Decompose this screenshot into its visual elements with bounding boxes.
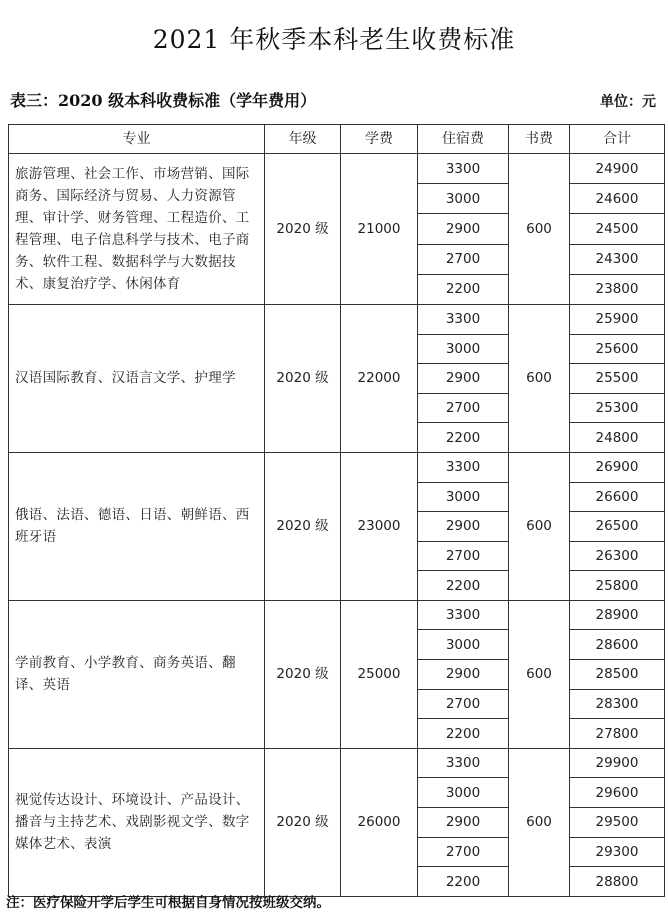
header-grade: 年级 <box>265 125 341 154</box>
tuition-cell: 25000 <box>341 600 418 748</box>
major-cell: 旅游管理、社会工作、市场营销、国际商务、国际经济与贸易、人力资源管理、审计学、财务管理、工程造价、工程管理、电子信息科学与技术、电子商务、软件工程、数据科学与大数据技术、康复治疗学、休闲体育 <box>9 154 265 305</box>
total-cell: 26600 <box>570 482 665 512</box>
table-row <box>9 600 665 630</box>
table-caption: 表三：2020 级本科收费标准（学年费用） <box>10 91 317 110</box>
page-title: 2021 年秋季本科老生收费标准 <box>152 24 516 54</box>
table-row <box>9 748 665 778</box>
tuition-cell: 26000 <box>341 748 418 896</box>
housing-cell: 2700 <box>418 689 509 719</box>
total-cell: 28800 <box>570 867 665 897</box>
table-row <box>9 154 665 184</box>
grade-cell: 2020 级 <box>265 154 341 305</box>
housing-cell: 2200 <box>418 867 509 897</box>
fee-table-body <box>9 154 665 897</box>
housing-cell: 2900 <box>418 808 509 838</box>
housing-cell: 2900 <box>418 512 509 542</box>
table-row <box>9 452 665 482</box>
total-cell: 27800 <box>570 719 665 749</box>
total-cell: 26900 <box>570 452 665 482</box>
total-cell: 28500 <box>570 660 665 690</box>
total-cell: 29300 <box>570 837 665 867</box>
total-cell: 29500 <box>570 808 665 838</box>
fee-table <box>8 124 665 897</box>
housing-cell: 3000 <box>418 184 509 214</box>
total-cell: 24500 <box>570 214 665 244</box>
housing-cell: 2200 <box>418 274 509 304</box>
housing-cell: 2700 <box>418 541 509 571</box>
major-cell: 学前教育、小学教育、商务英语、翻译、英语 <box>9 600 265 748</box>
major-cell: 汉语国际教育、汉语言文学、护理学 <box>9 304 265 452</box>
major-cell: 俄语、法语、德语、日语、朝鲜语、西班牙语 <box>9 452 265 600</box>
housing-cell: 3000 <box>418 630 509 660</box>
tuition-cell: 21000 <box>341 154 418 305</box>
header-total: 合计 <box>570 125 665 154</box>
tuition-cell: 22000 <box>341 304 418 452</box>
major-cell: 视觉传达设计、环境设计、产品设计、播音与主持艺术、戏剧影视文学、数字媒体艺术、表演 <box>9 748 265 896</box>
total-cell: 26300 <box>570 541 665 571</box>
total-cell: 25300 <box>570 393 665 423</box>
housing-cell: 2900 <box>418 660 509 690</box>
total-cell: 29600 <box>570 778 665 808</box>
header-major: 专业 <box>9 125 265 154</box>
grade-cell: 2020 级 <box>265 452 341 600</box>
housing-cell: 2200 <box>418 571 509 601</box>
header-book: 书费 <box>509 125 570 154</box>
tuition-cell: 23000 <box>341 452 418 600</box>
total-cell: 25800 <box>570 571 665 601</box>
total-cell: 24800 <box>570 423 665 453</box>
total-cell: 25600 <box>570 334 665 364</box>
total-cell: 24300 <box>570 244 665 274</box>
housing-cell: 2900 <box>418 364 509 394</box>
housing-cell: 3300 <box>418 452 509 482</box>
housing-cell: 3000 <box>418 334 509 364</box>
book-cell: 600 <box>509 600 570 748</box>
housing-cell: 3300 <box>418 154 509 184</box>
housing-cell: 3000 <box>418 778 509 808</box>
housing-cell: 3300 <box>418 304 509 334</box>
total-cell: 23800 <box>570 274 665 304</box>
housing-cell: 2900 <box>418 214 509 244</box>
total-cell: 29900 <box>570 748 665 778</box>
total-cell: 25500 <box>570 364 665 394</box>
housing-cell: 3300 <box>418 600 509 630</box>
housing-cell: 2700 <box>418 393 509 423</box>
housing-cell: 2700 <box>418 244 509 274</box>
book-cell: 600 <box>509 452 570 600</box>
book-cell: 600 <box>509 154 570 305</box>
table-header-row <box>9 125 665 154</box>
total-cell: 24600 <box>570 184 665 214</box>
housing-cell: 3000 <box>418 482 509 512</box>
header-tuition: 学费 <box>341 125 418 154</box>
book-cell: 600 <box>509 748 570 896</box>
grade-cell: 2020 级 <box>265 600 341 748</box>
total-cell: 28900 <box>570 600 665 630</box>
total-cell: 26500 <box>570 512 665 542</box>
housing-cell: 2200 <box>418 423 509 453</box>
footnote: 注：医疗保险开学后学生可根据自身情况按班级交纳。 <box>6 895 330 911</box>
housing-cell: 3300 <box>418 748 509 778</box>
total-cell: 28600 <box>570 630 665 660</box>
unit-label: 单位：元 <box>600 94 656 110</box>
table-row <box>9 304 665 334</box>
header-housing: 住宿费 <box>418 125 509 154</box>
grade-cell: 2020 级 <box>265 304 341 452</box>
book-cell: 600 <box>509 304 570 452</box>
housing-cell: 2200 <box>418 719 509 749</box>
total-cell: 24900 <box>570 154 665 184</box>
grade-cell: 2020 级 <box>265 748 341 896</box>
housing-cell: 2700 <box>418 837 509 867</box>
total-cell: 28300 <box>570 689 665 719</box>
total-cell: 25900 <box>570 304 665 334</box>
